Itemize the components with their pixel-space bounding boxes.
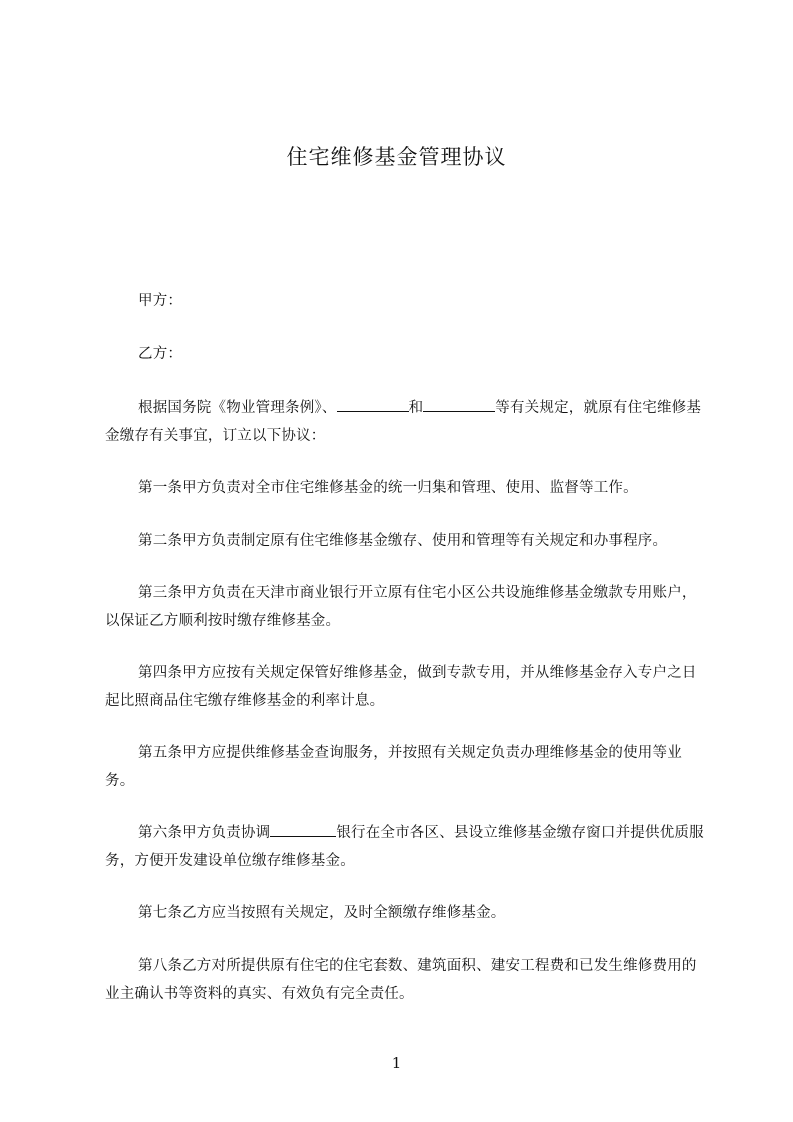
article-5: 第五条甲方应提供维修基金查询服务，并按照有关规定负责办理维修基金的使用等业务。	[105, 745, 682, 789]
article-2: 第二条甲方负责制定原有住宅维修基金缴存、使用和管理等有关规定和办事程序。	[138, 533, 668, 549]
article-6-text-1: 第六条甲方负责协调	[138, 825, 271, 841]
article-6	[105, 819, 705, 875]
intro-paragraph	[105, 394, 705, 450]
article-1: 第一条甲方负责对全市住宅维修基金的统一归集和管理、使用、监督等工作。	[138, 480, 638, 496]
page-number: 1	[391, 1054, 402, 1072]
fill-blank-regulation-1[interactable]	[337, 395, 409, 412]
intro-text-2: 和	[408, 400, 424, 416]
intro-text-3: 等有关规定，就原有住宅维修基金缴存有关事宜，订立以下协议：	[105, 400, 702, 444]
fill-blank-regulation-2[interactable]	[423, 395, 495, 412]
party-a-label: 甲方：	[138, 293, 183, 309]
article-7: 第七条乙方应当按照有关规定，及时全额缴存维修基金。	[138, 905, 506, 921]
article-6-text-2: 银行在全市各区、县设立维修基金缴存窗口并提供优质服务，方便开发建设单位缴存维修基金。	[105, 825, 704, 869]
document-title: 住宅维修基金管理协议	[286, 145, 507, 169]
article-8: 第八条乙方对所提供原有住宅的住宅套数、建筑面积、建安工程费和已发生维修费用的业主确认书等资料的真实、有效负有完全责任。	[105, 958, 697, 1002]
article-4: 第四条甲方应按有关规定保管好维修基金，做到专款专用，并从维修基金存入专户之日起比照商品住宅缴存维修基金的利率计息。	[105, 665, 697, 709]
fill-blank-bank-name[interactable]	[270, 820, 336, 837]
intro-text-1: 根据国务院《物业管理条例》、	[138, 400, 337, 416]
party-b-label: 乙方：	[138, 346, 183, 362]
article-3: 第三条甲方负责在天津市商业银行开立原有住宅小区公共设施维修基金缴款专用账户，以保证乙方顺利按时缴存维修基金。	[105, 585, 697, 629]
